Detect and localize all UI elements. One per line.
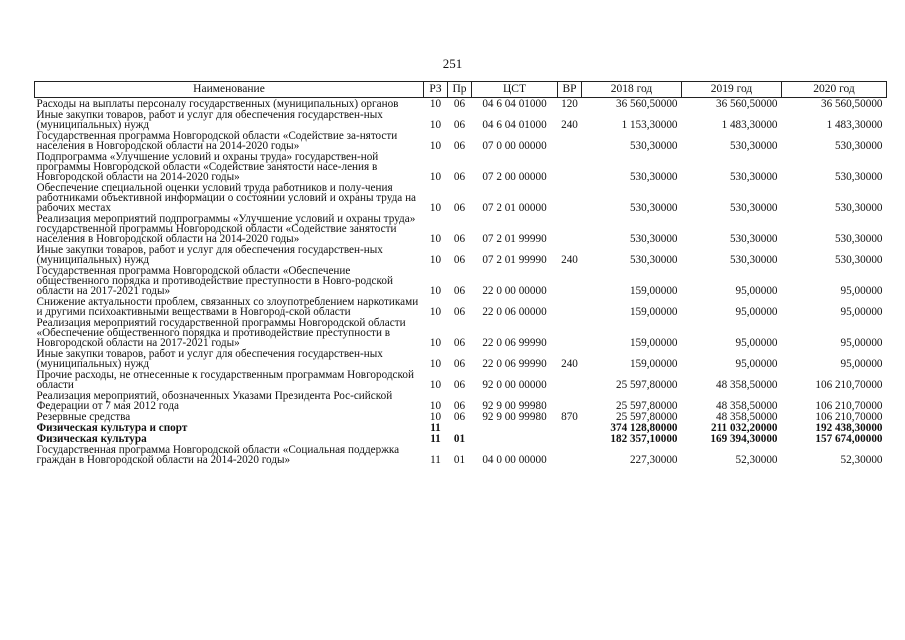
cell-rz: 10 [429, 171, 442, 183]
cell-2018: 1 153,30000 [621, 119, 678, 131]
cell-vr [558, 130, 582, 151]
cell-name: Реализация мероприятий подпрограммы «Улучшение условий и охраны труда» государственной программы Новгородской области «Содействие занятости населения в Новгородской области на 2014-2020 годы» [36, 213, 416, 245]
cell-name: Реализация мероприятий, обозначенных Указами Президента Рос-сийской Федерации от 7 мая 2012 года [36, 390, 393, 412]
cell-name: Обеспечение специальной оценки условий труда работников и полу-чения работниками объективной информации о состоянии условий и охраны труда на рабочих местах [36, 182, 417, 214]
header-vr: ВР [558, 82, 582, 98]
cell-2018: 530,30000 [629, 140, 678, 152]
cell-rz: 11 [430, 454, 441, 466]
cell-vr [558, 265, 582, 296]
cell-name: Физическая культура и спорт [36, 422, 188, 434]
header-pr: Пр [448, 82, 472, 98]
table-row [35, 182, 887, 213]
cell-2020: 106 210,70000 [815, 411, 883, 423]
cell-vr: 240 [561, 254, 578, 266]
cell-2018: 530,30000 [629, 254, 678, 266]
cell-2020: 95,00000 [840, 337, 883, 349]
cell-pr: 06 [453, 119, 466, 131]
cell-2019: 1 483,30000 [721, 119, 778, 131]
table-row [35, 390, 887, 411]
header-name: Наименование [35, 82, 424, 98]
cell-name: Иные закупки товаров, работ и услуг для обеспечения государствен-ных (муниципальных) нужд [36, 348, 383, 370]
cell-2018: 530,30000 [629, 202, 678, 214]
budget-table [34, 81, 887, 465]
header-rz: РЗ [424, 82, 448, 98]
cell-name: Иные закупки товаров, работ и услуг для обеспечения государствен-ных (муниципальных) нужд [36, 244, 383, 266]
cell-2019: 530,30000 [729, 233, 778, 245]
header-2018: 2018 год [582, 82, 682, 98]
cell-2019: 52,30000 [735, 454, 778, 466]
cell-vr [558, 213, 582, 244]
cell-2020: 106 210,70000 [815, 379, 883, 391]
cell-2020: 530,30000 [834, 233, 883, 245]
cell-name: Прочие расходы, не отнесенные к государственным программам Новгородской области [36, 369, 414, 391]
cell-vr: 240 [561, 119, 578, 131]
cell-cst: 22 0 06 99990 [482, 358, 547, 370]
cell-cst [472, 433, 558, 444]
cell-cst: 92 9 00 99980 [482, 400, 547, 412]
cell-2020: 530,30000 [834, 202, 883, 214]
table-row [35, 317, 887, 348]
cell-2018: 36 560,50000 [615, 98, 678, 110]
table-row [35, 444, 887, 465]
table-body [35, 98, 887, 466]
cell-vr: 240 [561, 358, 578, 370]
table-row [35, 296, 887, 317]
cell-rz: 10 [429, 233, 442, 245]
table-row [35, 109, 887, 130]
cell-2020: 192 438,30000 [815, 422, 883, 434]
cell-2019: 530,30000 [729, 254, 778, 266]
cell-cst: 07 2 01 99990 [482, 233, 547, 245]
cell-2020: 95,00000 [840, 285, 883, 297]
cell-2020: 530,30000 [834, 140, 883, 152]
table-row [35, 244, 887, 265]
cell-2020: 36 560,50000 [820, 98, 883, 110]
cell-rz: 11 [430, 433, 441, 445]
table-row [35, 98, 887, 110]
cell-rz: 10 [429, 358, 442, 370]
cell-pr: 06 [453, 358, 466, 370]
cell-rz: 11 [430, 422, 441, 434]
cell-name: Иные закупки товаров, работ и услуг для обеспечения государствен-ных (муниципальных) нужд [36, 109, 383, 131]
cell-pr: 06 [453, 171, 466, 183]
cell-vr [558, 444, 582, 465]
cell-pr: 06 [453, 98, 466, 110]
cell-cst: 07 2 01 99990 [482, 254, 547, 266]
cell-2019: 95,00000 [735, 285, 778, 297]
cell-2019: 48 358,50000 [715, 411, 778, 423]
cell-2019: 48 358,50000 [715, 379, 778, 391]
cell-name: Подпрограмма «Улучшение условий и охраны труда» государствен-ной программы Новгородской области «Содействие занятости насе-ления в Новгородской области на 2014-2020 годы» [36, 151, 379, 183]
table-row [35, 369, 887, 390]
cell-cst [472, 422, 558, 433]
cell-2018: 530,30000 [629, 233, 678, 245]
cell-vr [558, 369, 582, 390]
cell-2018: 25 597,80000 [615, 379, 678, 391]
cell-cst: 22 0 00 00000 [482, 285, 547, 297]
cell-rz: 10 [429, 202, 442, 214]
cell-vr: 870 [561, 411, 578, 423]
cell-2018: 530,30000 [629, 171, 678, 183]
cell-vr [558, 151, 582, 182]
cell-rz: 10 [429, 400, 442, 412]
cell-vr [558, 296, 582, 317]
cell-vr [558, 422, 582, 433]
cell-cst: 22 0 06 00000 [482, 306, 547, 318]
table-row [35, 348, 887, 369]
table-row [35, 433, 887, 444]
header-2019: 2019 год [682, 82, 782, 98]
cell-vr [558, 433, 582, 444]
cell-2019: 95,00000 [735, 306, 778, 318]
cell-2020: 95,00000 [840, 306, 883, 318]
cell-name: Реализация мероприятий государственной программы Новгородской области «Обеспечение общественного порядка и противодействие преступности в Новгородской области на 2017-2021 годы» [36, 317, 406, 349]
cell-rz: 10 [429, 306, 442, 318]
header-row [35, 82, 887, 98]
cell-name: Резервные средства [36, 411, 131, 423]
cell-cst: 07 0 00 00000 [482, 140, 547, 152]
cell-2019: 530,30000 [729, 202, 778, 214]
cell-pr: 01 [453, 454, 466, 466]
cell-rz: 10 [429, 285, 442, 297]
cell-pr: 06 [453, 254, 466, 266]
cell-2018: 159,00000 [629, 306, 678, 318]
cell-name: Физическая культура [36, 433, 147, 445]
cell-2020: 530,30000 [834, 171, 883, 183]
cell-2018: 159,00000 [629, 358, 678, 370]
cell-pr: 06 [453, 400, 466, 412]
cell-2019: 211 032,20000 [710, 422, 778, 434]
cell-rz: 10 [429, 119, 442, 131]
table-row [35, 130, 887, 151]
cell-2020: 530,30000 [834, 254, 883, 266]
cell-2020: 157 674,00000 [815, 433, 883, 445]
cell-2018: 159,00000 [629, 285, 678, 297]
cell-vr: 120 [561, 98, 578, 110]
cell-2020: 106 210,70000 [815, 400, 883, 412]
cell-rz: 10 [429, 411, 442, 423]
cell-cst: 07 2 00 00000 [482, 171, 547, 183]
cell-pr: 06 [453, 202, 466, 214]
cell-name: Государственная программа Новгородской области «Обеспечение общественного порядка и противодействие преступности в Новго-родской области на 2017-2021 годы» [36, 265, 393, 297]
cell-pr: 06 [453, 379, 466, 391]
table-row [35, 411, 887, 422]
cell-cst: 92 9 00 99980 [482, 411, 547, 423]
cell-rz: 10 [429, 140, 442, 152]
cell-2018: 227,30000 [629, 454, 678, 466]
cell-cst: 07 2 01 00000 [482, 202, 547, 214]
cell-pr: 01 [453, 433, 466, 445]
cell-cst: 92 0 00 00000 [482, 379, 547, 391]
cell-2018: 25 597,80000 [615, 400, 678, 412]
cell-vr [558, 317, 582, 348]
cell-cst: 04 0 00 00000 [482, 454, 547, 466]
cell-2020: 1 483,30000 [826, 119, 883, 131]
table-row [35, 422, 887, 433]
cell-vr [558, 182, 582, 213]
cell-name: Государственная программа Новгородской области «Содействие за-нятости населения в Новгородской области на 2014-2020 годы» [36, 130, 398, 152]
cell-name: Расходы на выплаты персоналу государственных (муниципальных) органов [36, 98, 399, 110]
table-row [35, 151, 887, 182]
page-number: 251 [442, 56, 463, 71]
cell-cst: 04 6 04 01000 [482, 98, 547, 110]
cell-pr: 06 [453, 140, 466, 152]
cell-2018: 25 597,80000 [615, 411, 678, 423]
cell-name: Снижение актуальности проблем, связанных со злоупотреблением наркотиками и другими психоактивными веществами в Новгород-ской области [36, 296, 419, 318]
cell-pr: 06 [453, 337, 466, 349]
cell-cst: 22 0 06 99990 [482, 337, 547, 349]
cell-pr: 06 [453, 233, 466, 245]
table-row [35, 213, 887, 244]
cell-2020: 95,00000 [840, 358, 883, 370]
cell-2019: 95,00000 [735, 358, 778, 370]
cell-rz: 10 [429, 337, 442, 349]
header-cst: ЦСТ [472, 82, 558, 98]
cell-pr: 06 [453, 411, 466, 423]
header-2020: 2020 год [782, 82, 887, 98]
cell-vr [558, 390, 582, 411]
cell-2018: 374 128,80000 [610, 422, 678, 434]
table-row [35, 265, 887, 296]
cell-cst: 04 6 04 01000 [482, 119, 547, 131]
cell-2019: 530,30000 [729, 171, 778, 183]
cell-rz: 10 [429, 98, 442, 110]
cell-2019: 169 394,30000 [710, 433, 778, 445]
cell-rz: 10 [429, 254, 442, 266]
cell-2019: 95,00000 [735, 337, 778, 349]
cell-pr: 06 [453, 306, 466, 318]
cell-name: Государственная программа Новгородской области «Социальная поддержка граждан в Новгородской области на 2014-2020 годы» [36, 444, 400, 466]
cell-2018: 182 357,10000 [610, 433, 678, 445]
cell-2019: 48 358,50000 [715, 400, 778, 412]
cell-rz: 10 [429, 379, 442, 391]
cell-pr [448, 422, 472, 433]
cell-pr: 06 [453, 285, 466, 297]
cell-2020: 52,30000 [840, 454, 883, 466]
cell-2019: 530,30000 [729, 140, 778, 152]
cell-2019: 36 560,50000 [715, 98, 778, 110]
cell-2018: 159,00000 [629, 337, 678, 349]
